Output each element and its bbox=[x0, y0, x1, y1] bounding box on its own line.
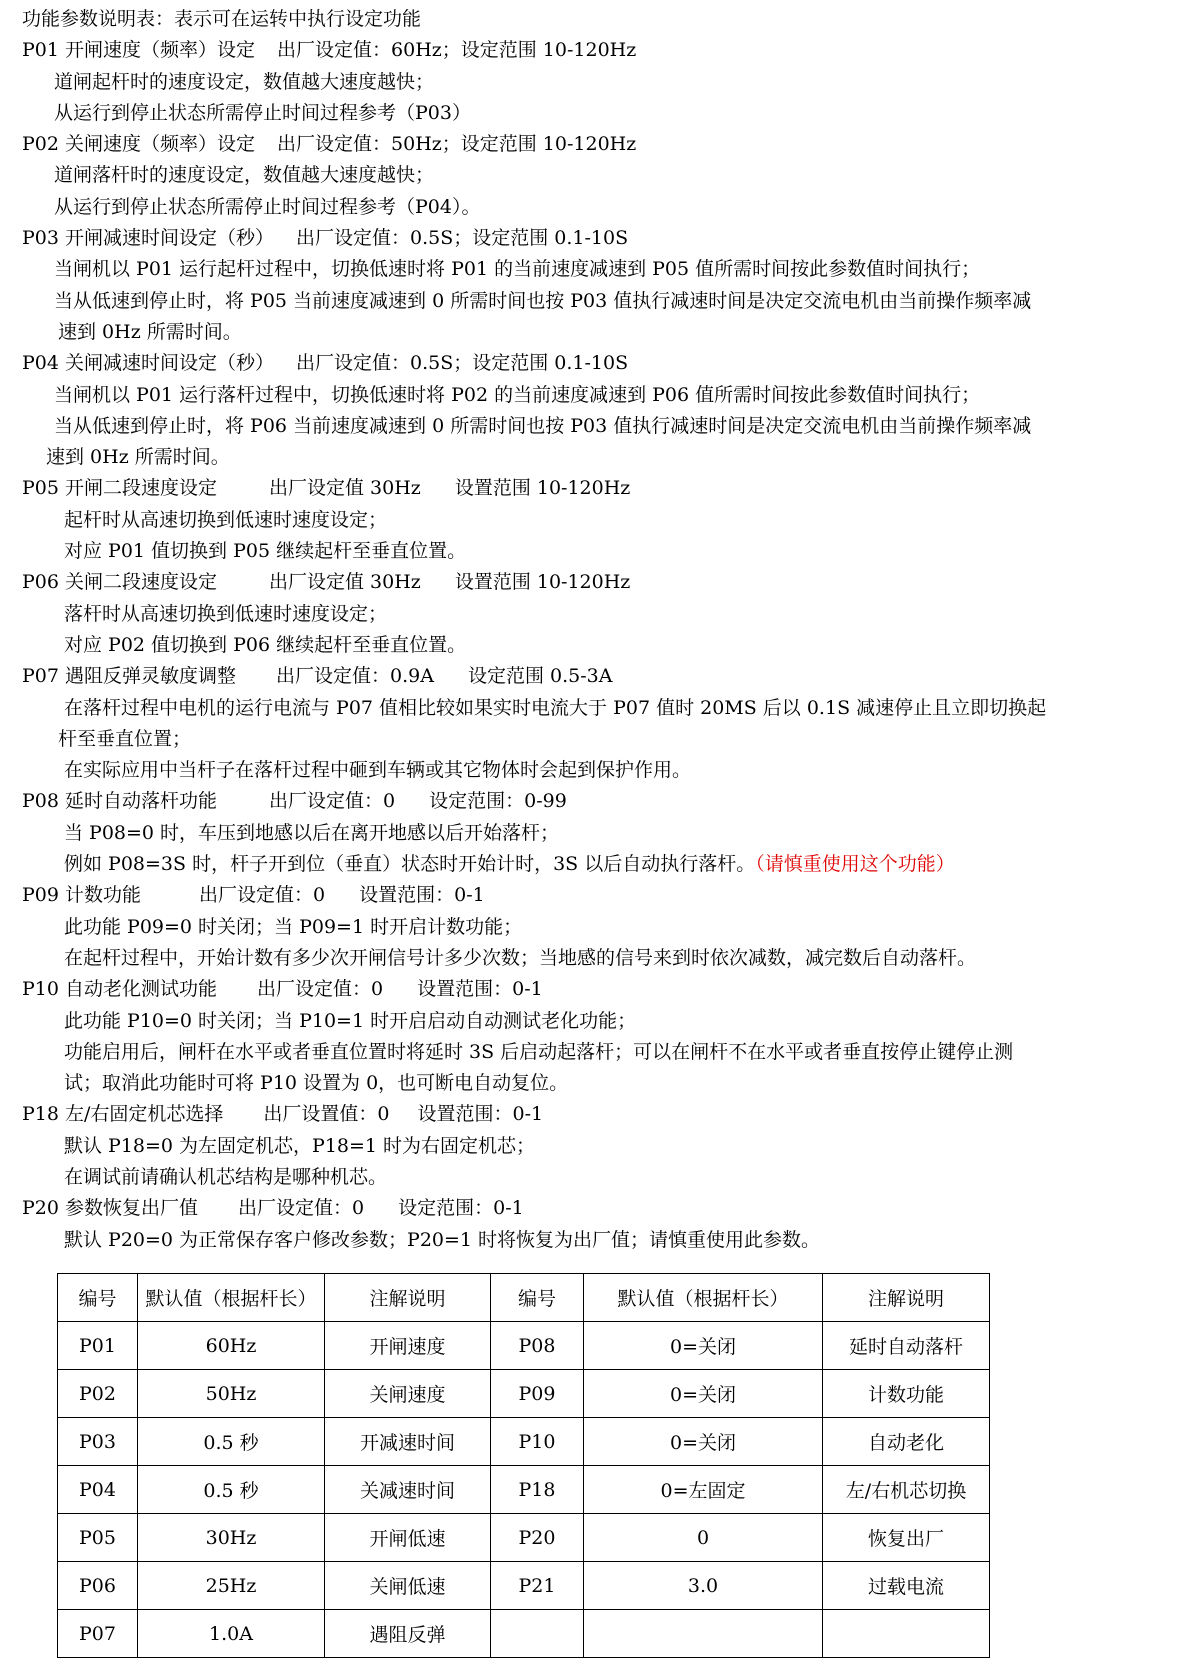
header-cell: 编号 bbox=[58, 1274, 138, 1322]
param-name: P18 左/右固定机芯选择 bbox=[22, 1103, 224, 1126]
table-cell: 0=关闭 bbox=[584, 1370, 823, 1418]
param-default: 出厂设定值：0 bbox=[199, 884, 326, 907]
param-header-p18 bbox=[22, 1099, 1162, 1130]
param-header-p02 bbox=[22, 129, 1162, 160]
param-range: 设置范围：0-1 bbox=[359, 884, 485, 907]
table-row bbox=[58, 1562, 990, 1610]
param-desc: 默认 P18=0 为左固定机芯，P18=1 时为右固定机芯； bbox=[64, 1134, 536, 1157]
param-desc: 落杆时从高速切换到低速时速度设定； bbox=[64, 602, 388, 625]
param-desc: 试；取消此功能时可将 P10 设置为 0，也可断电自动复位。 bbox=[64, 1072, 569, 1095]
param-desc: 在落杆过程中电机的运行电流与 P07 值相比较如果实时电流大于 P07 值时 20MS 后以 0.1S 减速停止且立即切换起 bbox=[64, 696, 1047, 719]
table-cell: P09 bbox=[491, 1370, 584, 1418]
table-cell: 开减速时间 bbox=[325, 1418, 491, 1466]
param-desc: 此功能 P09=0 时关闭；当 P09=1 时开启计数功能； bbox=[64, 915, 523, 938]
param-range: 设置范围：0-1 bbox=[417, 1103, 544, 1126]
param-desc: 在起杆过程中，开始计数有多少次开闸信号计多少次数；当地感的信号来到时依次减数，减完数后自动落杆。 bbox=[64, 946, 977, 969]
table-row bbox=[58, 1370, 990, 1418]
table-cell bbox=[823, 1610, 990, 1658]
param-header-p09 bbox=[22, 880, 1162, 911]
table-row bbox=[58, 1466, 990, 1514]
param-desc: 此功能 P10=0 时关闭；当 P10=1 时开启启动自动测试老化功能； bbox=[64, 1009, 637, 1032]
param-name: P03 开闸减速时间设定（秒） bbox=[22, 227, 275, 250]
param-range: 设定范围：0-1 bbox=[398, 1197, 524, 1220]
header-cell: 默认值（根据杆长） bbox=[138, 1274, 325, 1322]
table-row bbox=[58, 1322, 990, 1370]
param-default-range: 出厂设定值：60Hz；设定范围 10-120Hz bbox=[277, 39, 637, 62]
table-row bbox=[58, 1610, 990, 1658]
header-cell: 编号 bbox=[491, 1274, 584, 1322]
table-cell: P05 bbox=[58, 1514, 138, 1562]
param-desc: 速到 0Hz 所需时间。 bbox=[58, 320, 242, 343]
param-header-p06 bbox=[22, 567, 1162, 598]
document-title: 功能参数说明表：表示可在运转中执行设定功能 bbox=[22, 8, 422, 30]
header-cell: 注解说明 bbox=[823, 1274, 990, 1322]
table-cell: 开闸速度 bbox=[325, 1322, 491, 1370]
table-cell: P04 bbox=[58, 1466, 138, 1514]
table-cell bbox=[491, 1610, 584, 1658]
param-default: 出厂设定值：0 bbox=[238, 1197, 365, 1220]
param-name: P10 自动老化测试功能 bbox=[22, 978, 218, 1001]
table-cell: 关闸低速 bbox=[325, 1562, 491, 1610]
param-default: 出厂设定值：0.9A bbox=[276, 665, 434, 688]
table-cell: P06 bbox=[58, 1562, 138, 1610]
param-header-p05 bbox=[22, 473, 1162, 504]
table-row bbox=[58, 1418, 990, 1466]
table-cell: P01 bbox=[58, 1322, 138, 1370]
table-header-row bbox=[58, 1274, 990, 1322]
table-cell: 50Hz bbox=[138, 1370, 325, 1418]
table-cell: P10 bbox=[491, 1418, 584, 1466]
document-body bbox=[22, 4, 1162, 1256]
param-desc: 速到 0Hz 所需时间。 bbox=[46, 446, 230, 469]
table-cell: 30Hz bbox=[138, 1514, 325, 1562]
header-cell: 注解说明 bbox=[325, 1274, 491, 1322]
param-desc: 杆至垂直位置； bbox=[58, 727, 192, 750]
param-desc: 功能启用后，闸杆在水平或者垂直位置时将延时 3S 后启动起落杆；可以在闸杆不在水平或者垂直按停止键停止测 bbox=[64, 1040, 1014, 1063]
table-cell: P18 bbox=[491, 1466, 584, 1514]
param-name: P04 关闸减速时间设定（秒） bbox=[22, 352, 275, 375]
param-default-range: 出厂设定值：0.5S；设定范围 0.1-10S bbox=[296, 227, 629, 250]
param-header-p20 bbox=[22, 1193, 1162, 1224]
table-cell: P02 bbox=[58, 1370, 138, 1418]
table-cell: 0 bbox=[584, 1514, 823, 1562]
table-cell: 恢复出厂 bbox=[823, 1514, 990, 1562]
param-desc: 从运行到停止状态所需停止时间过程参考（P03） bbox=[54, 101, 471, 124]
warning-note: （请慎重使用这个功能） bbox=[755, 853, 955, 876]
table-cell: 关闸速度 bbox=[325, 1370, 491, 1418]
table-cell: 左/右机芯切换 bbox=[823, 1466, 990, 1514]
table-cell: 25Hz bbox=[138, 1562, 325, 1610]
param-desc: 在实际应用中当杆子在落杆过程中砸到车辆或其它物体时会起到保护作用。 bbox=[64, 759, 692, 782]
table-cell: 0.5 秒 bbox=[138, 1466, 325, 1514]
table-cell: 0=左固定 bbox=[584, 1466, 823, 1514]
param-header-p03 bbox=[22, 223, 1162, 254]
param-header-p10 bbox=[22, 974, 1162, 1005]
param-default-range: 出厂设定值：0.5S；设定范围 0.1-10S bbox=[296, 352, 629, 375]
param-default: 出厂设定值：0 bbox=[269, 790, 396, 813]
param-range: 设置范围：0-1 bbox=[417, 978, 543, 1001]
param-desc: 当闸机以 P01 运行落杆过程中，切换低速时将 P02 的当前速度减速到 P06 值所需时间按此参数值时间执行； bbox=[54, 383, 981, 406]
param-name: P09 计数功能 bbox=[22, 884, 142, 907]
table-cell: 关减速时间 bbox=[325, 1466, 491, 1514]
param-default: 出厂设置值：0 bbox=[263, 1103, 390, 1126]
table-cell: 自动老化 bbox=[823, 1418, 990, 1466]
param-range: 设置范围 10-120Hz bbox=[454, 571, 631, 594]
param-desc: 从运行到停止状态所需停止时间过程参考（P04）。 bbox=[54, 195, 481, 218]
table-cell: 延时自动落杆 bbox=[823, 1322, 990, 1370]
table-cell: P03 bbox=[58, 1418, 138, 1466]
param-desc-with-warning bbox=[22, 849, 1162, 880]
table-cell: 0=关闭 bbox=[584, 1418, 823, 1466]
param-name: P02 关闸速度（频率）设定 bbox=[22, 133, 256, 156]
param-desc: 对应 P01 值切换到 P05 继续起杆至垂直位置。 bbox=[64, 540, 467, 563]
table-cell: P08 bbox=[491, 1322, 584, 1370]
param-header-p08 bbox=[22, 786, 1162, 817]
table-cell: 计数功能 bbox=[823, 1370, 990, 1418]
param-desc: 对应 P02 值切换到 P06 继续起杆至垂直位置。 bbox=[64, 633, 467, 656]
param-default: 出厂设定值 30Hz bbox=[269, 571, 421, 594]
param-name: P06 关闸二段速度设定 bbox=[22, 571, 218, 594]
param-desc: 例如 P08=3S 时，杆子开到位（垂直）状态时开始计时，3S 以后自动执行落杆。 bbox=[64, 853, 756, 876]
table-cell: 60Hz bbox=[138, 1322, 325, 1370]
param-header-p04 bbox=[22, 348, 1162, 379]
table-row bbox=[58, 1514, 990, 1562]
param-desc: 道闸落杆时的速度设定，数值越大速度越快； bbox=[54, 164, 435, 187]
table-cell: P07 bbox=[58, 1610, 138, 1658]
param-name: P01 开闸速度（频率）设定 bbox=[22, 39, 256, 62]
param-desc: 当从低速到停止时，将 P06 当前速度减速到 0 所需时间也按 P03 值执行减速时间是决定交流电机由当前操作频率减 bbox=[54, 414, 1032, 437]
table-cell: P20 bbox=[491, 1514, 584, 1562]
param-default: 出厂设定值：0 bbox=[257, 978, 384, 1001]
param-desc: 在调试前请确认机芯结构是哪种机芯。 bbox=[64, 1165, 388, 1188]
param-name: P20 参数恢复出厂值 bbox=[22, 1197, 199, 1220]
param-desc: 起杆时从高速切换到低速时速度设定； bbox=[64, 508, 388, 531]
parameter-table bbox=[57, 1273, 990, 1658]
param-default-range: 出厂设定值：50Hz；设定范围 10-120Hz bbox=[277, 133, 637, 156]
param-name: P08 延时自动落杆功能 bbox=[22, 790, 218, 813]
param-desc: 当闸机以 P01 运行起杆过程中，切换低速时将 P01 的当前速度减速到 P05 值所需时间按此参数值时间执行； bbox=[54, 258, 981, 281]
param-desc: 默认 P20=0 为正常保存客户修改参数；P20=1 时将恢复为出厂值；请慎重使用此参数。 bbox=[64, 1228, 821, 1251]
param-desc: 当 P08=0 时，车压到地感以后在离开地感以后开始落杆； bbox=[64, 821, 560, 844]
param-desc: 当从低速到停止时，将 P05 当前速度减速到 0 所需时间也按 P03 值执行减速时间是决定交流电机由当前操作频率减 bbox=[54, 289, 1032, 312]
table-cell: 1.0A bbox=[138, 1610, 325, 1658]
table-cell: 遇阻反弹 bbox=[325, 1610, 491, 1658]
table-cell: 0.5 秒 bbox=[138, 1418, 325, 1466]
table-cell: 3.0 bbox=[584, 1562, 823, 1610]
param-default: 出厂设定值 30Hz bbox=[269, 477, 421, 500]
table-cell bbox=[584, 1610, 823, 1658]
param-header-p07 bbox=[22, 661, 1162, 692]
param-range: 设定范围 0.5-3A bbox=[467, 665, 613, 688]
table-cell: 0=关闭 bbox=[584, 1322, 823, 1370]
param-name: P05 开闸二段速度设定 bbox=[22, 477, 218, 500]
table-cell: 过载电流 bbox=[823, 1562, 990, 1610]
table-cell: P21 bbox=[491, 1562, 584, 1610]
param-range: 设定范围：0-99 bbox=[429, 790, 567, 813]
param-desc: 道闸起杆时的速度设定，数值越大速度越快； bbox=[54, 70, 435, 93]
param-header-p01 bbox=[22, 35, 1162, 66]
param-range: 设置范围 10-120Hz bbox=[454, 477, 631, 500]
table-cell: 开闸低速 bbox=[325, 1514, 491, 1562]
header-cell: 默认值（根据杆长） bbox=[584, 1274, 823, 1322]
param-name: P07 遇阻反弹灵敏度调整 bbox=[22, 665, 237, 688]
